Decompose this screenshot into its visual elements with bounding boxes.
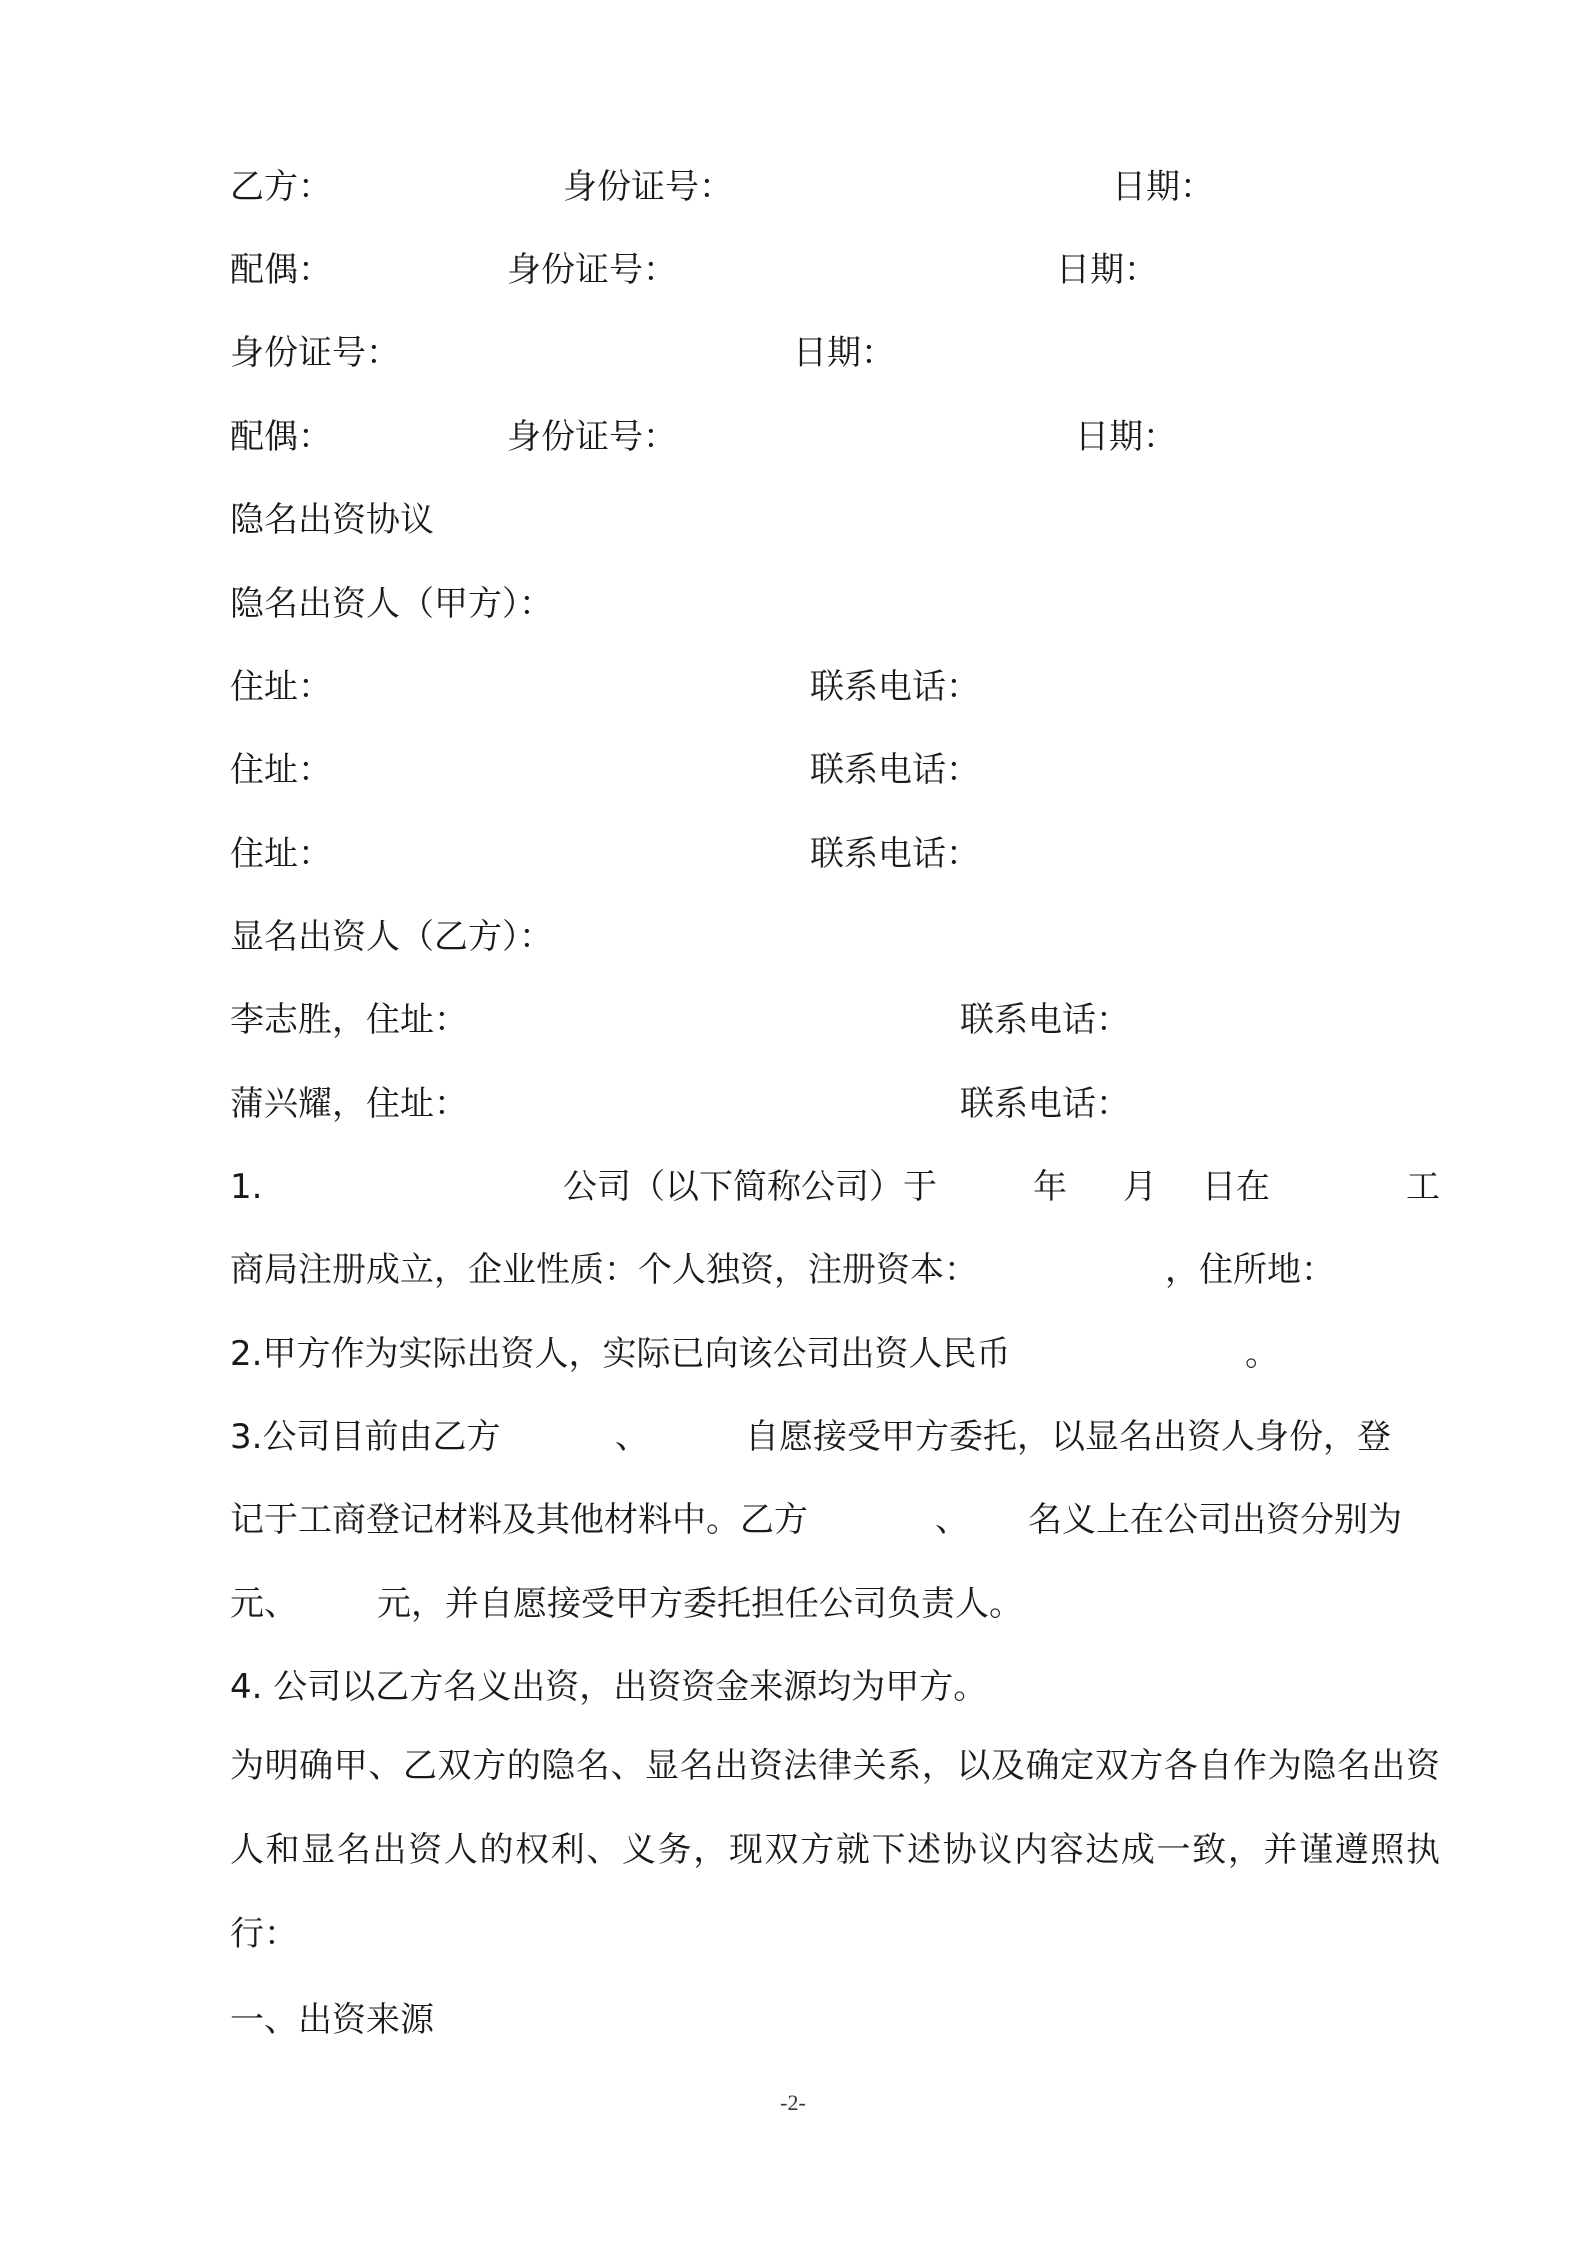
clause-3-line-1 xyxy=(230,1407,1440,1467)
clause-1-year: 年 xyxy=(1033,1167,1067,1207)
purpose-paragraph: 为明确甲、乙双方的隐名、显名出资法律关系，以及确定双方各自作为隐名出资人和显名出资人的权利、义务，现双方就下述协议内容达成一致，并谨遵照执行： xyxy=(230,1746,1440,1954)
clause-3-end: 自愿接受甲方委托，以显名出资人身份，登 xyxy=(745,1417,1391,1457)
name-address-label: 李志胜，住址： xyxy=(230,1000,468,1040)
date-label: 日期： xyxy=(1112,167,1214,207)
clause-4: 4. 公司以乙方名义出资，出资资金来源均为甲方。 xyxy=(230,1667,988,1707)
clause-3-separator: 、 xyxy=(935,1500,969,1540)
clause-2 xyxy=(230,1324,1440,1384)
clause-3-start: 3.公司目前由乙方 xyxy=(230,1417,501,1457)
signature-row-4 xyxy=(230,407,1440,467)
id-number-label: 身份证号： xyxy=(230,333,400,373)
party-a-row-2 xyxy=(230,740,1440,800)
signature-row-3 xyxy=(230,323,1440,383)
clause-1-month: 月 xyxy=(1123,1167,1157,1207)
signature-row-2 xyxy=(230,240,1440,300)
clause-number: 1. xyxy=(230,1167,263,1207)
party-a-row-3 xyxy=(230,824,1440,884)
clause-2-end: 。 xyxy=(1245,1334,1279,1374)
spouse-label: 配偶： xyxy=(230,250,332,290)
clause-2-text: 2.甲方作为实际出资人，实际已向该公司出资人民币 xyxy=(230,1334,1011,1374)
clause-3-line-2 xyxy=(230,1490,1440,1550)
clause-3-line-3 xyxy=(230,1574,1440,1634)
address-label: 住址： xyxy=(230,834,332,874)
phone-label: 联系电话： xyxy=(810,667,980,707)
clause-1-line-1 xyxy=(230,1157,1440,1217)
phone-label: 联系电话： xyxy=(960,1084,1130,1124)
id-number-label: 身份证号： xyxy=(507,417,677,457)
clause-3-responsibility: 元，并自愿接受甲方委托担任公司负责人。 xyxy=(377,1584,1023,1624)
name-address-label: 蒲兴耀，住址： xyxy=(230,1084,468,1124)
clause-3-yuan: 元、 xyxy=(230,1584,298,1624)
id-number-label: 身份证号： xyxy=(507,250,677,290)
phone-label: 联系电话： xyxy=(810,750,980,790)
party-b-label: 乙方： xyxy=(230,167,332,207)
clause-1-residence: ，住所地： xyxy=(1165,1250,1335,1290)
date-label: 日期： xyxy=(1056,250,1158,290)
party-a-row-1 xyxy=(230,657,1440,717)
signature-row-1 xyxy=(230,157,1440,217)
phone-label: 联系电话： xyxy=(810,834,980,874)
agreement-title: 隐名出资协议 xyxy=(230,500,434,540)
id-number-label: 身份证号： xyxy=(563,167,733,207)
clause-1-line-2 xyxy=(230,1240,1440,1300)
address-label: 住址： xyxy=(230,750,332,790)
page-number: -2- xyxy=(780,2090,806,2115)
clause-1-day-at: 日在 xyxy=(1202,1167,1270,1207)
party-b-heading: 显名出资人（乙方）： xyxy=(230,917,553,957)
clause-3-nominal: 名义上在公司出资分别为 xyxy=(1028,1500,1402,1540)
party-a-heading: 隐名出资人（甲方）： xyxy=(230,584,553,624)
clause-3-separator: 、 xyxy=(615,1417,649,1457)
date-label: 日期： xyxy=(1075,417,1177,457)
party-b-row-1 xyxy=(230,990,1440,1050)
clause-1-gong: 工 xyxy=(1406,1167,1440,1207)
clause-1-registration: 商局注册成立，企业性质：个人独资，注册资本： xyxy=(230,1250,978,1290)
spouse-label: 配偶： xyxy=(230,417,332,457)
date-label: 日期： xyxy=(793,333,895,373)
phone-label: 联系电话： xyxy=(960,1000,1130,1040)
section-heading: 一、出资来源 xyxy=(230,2000,434,2040)
clause-1-company: 公司（以下简称公司）于 xyxy=(563,1167,937,1207)
address-label: 住址： xyxy=(230,667,332,707)
party-b-row-2 xyxy=(230,1074,1440,1134)
clause-3-registration: 记于工商登记材料及其他材料中。乙方 xyxy=(230,1500,808,1540)
